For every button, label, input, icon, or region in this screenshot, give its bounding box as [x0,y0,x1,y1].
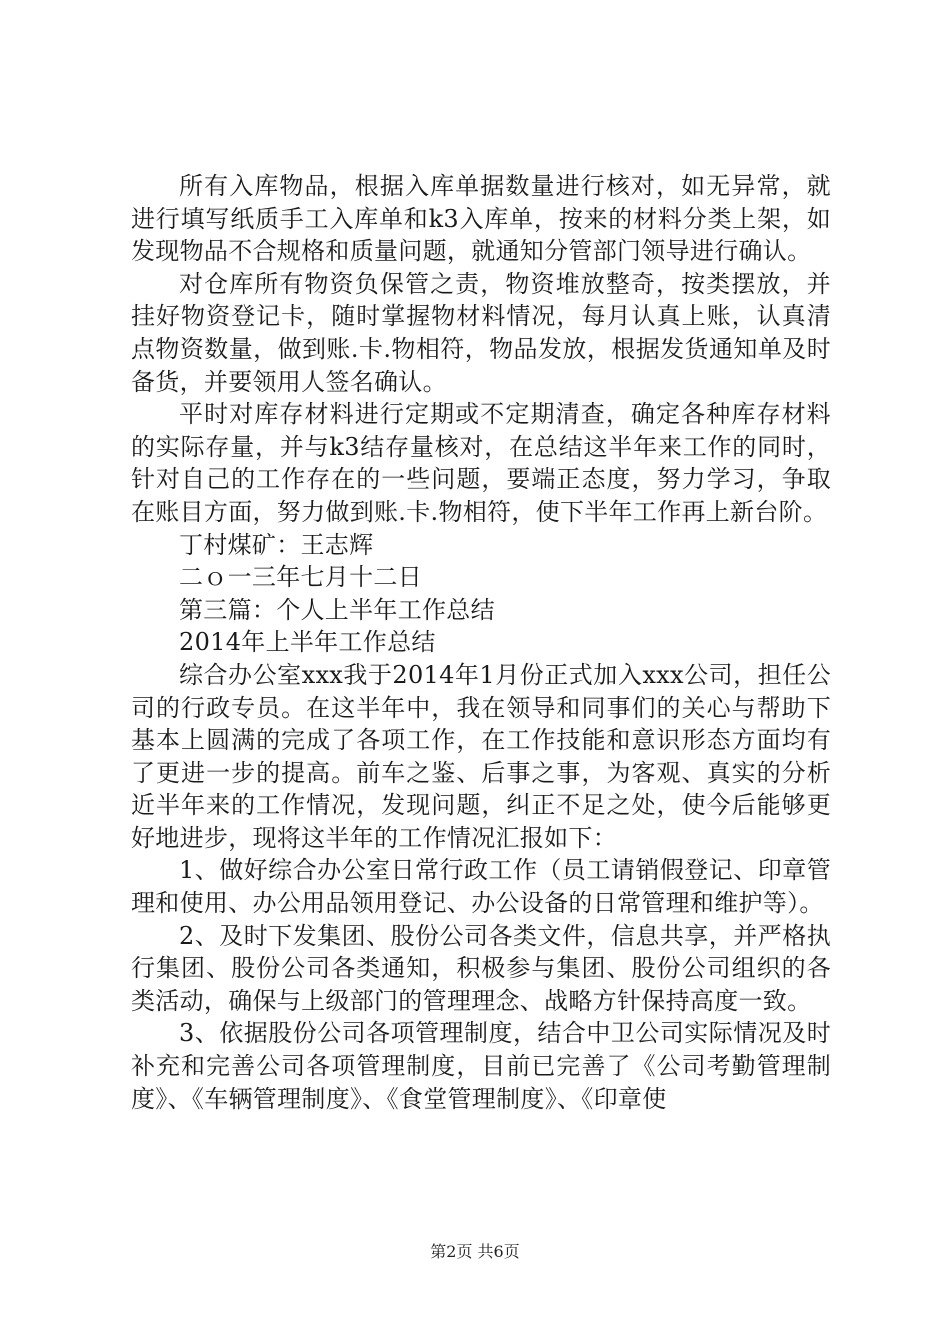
paragraph-item-1: 1、做好综合办公室日常行政工作（员工请销假登记、印章管理和使用、办公用品领用登记、办公设备的日常管理和维护等）。 [131,856,831,918]
section-heading: 第三篇：个人上半年工作总结 [179,595,495,624]
document-body [131,170,831,1115]
paragraph-item-3: 3、依据股份公司各项管理制度，结合中卫公司实际情况及时补充和完善公司各项管理制度，目前已完善了《公司考勤管理制度》、《车辆管理制度》、《食堂管理制度》、《印章使 [131,1019,831,1113]
paragraph-item-2: 2、及时下发集团、股份公司各类文件，信息共享，并严格执行集团、股份公司各类通知，积极参与集团、股份公司组织的各类活动，确保与上级部门的管理理念、战略方针保持高度一致。 [131,921,831,1015]
paragraph-intro: 综合办公室xxx我于2014年1月份正式加入xxx公司，担任公司的行政专员。在这半年中，我在领导和同事们的关心与帮助下基本上圆满的完成了各项工作，在工作技能和意识形态方面均有了更进一步的提高。前车之鉴、后事之事，为客观、真实的分析近半年来的工作情况，发现问题，纠正不足之处，使今后能够更好地进步，现将这半年的工作情况汇报如下： [131,660,831,852]
paragraph-receiving: 所有入库物品，根据入库单据数量进行核对，如无异常，就进行填写纸质手工入库单和k3入库单，按来的材料分类上架，如发现物品不合规格和质量问题，就通知分管部门领导进行确认。 [131,172,831,266]
signature-author: 丁村煤矿：王志辉 [179,530,374,559]
page-number: 第2页 共6页 [430,1242,520,1261]
paragraph-inventory-check: 平时对库存材料进行定期或不定期清查，确定各种库存材料的实际存量，并与k3结存量核对，在总结这半年来工作的同时，针对自己的工作存在的一些问题，要端正态度，努力学习，争取在账目方面，努力做到账.卡.物相符，使下半年工作再上新台阶。 [131,400,831,526]
paragraph-storage: 对仓库所有物资负保管之责，物资堆放整奇，按类摆放，并挂好物资登记卡，随时掌握物材料情况，每月认真上账，认真清点物资数量，做到账.卡.物相符，物品发放，根据发货通知单及时备货，并要领用人签名确认。 [131,269,831,396]
section-title: 2014年上半年工作总结 [179,628,436,657]
signature-date: 二ｏ一三年七月十二日 [179,563,422,592]
